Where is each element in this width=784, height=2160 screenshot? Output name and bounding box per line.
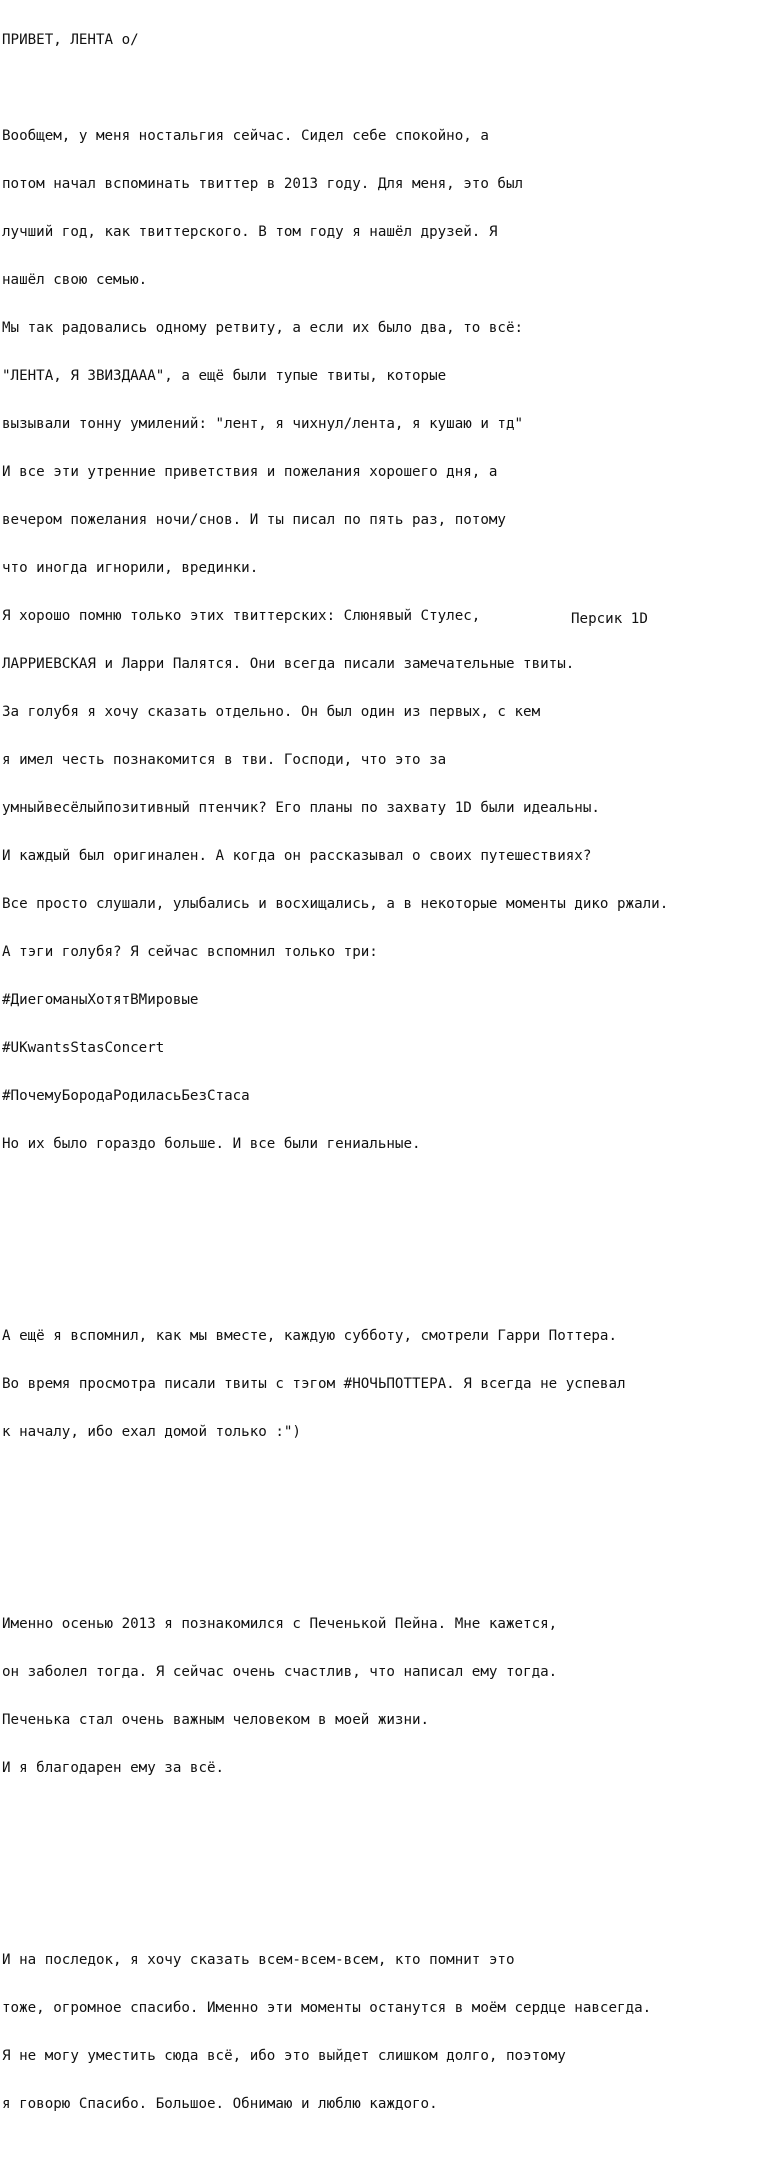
paragraph-gap [2,1856,782,1872]
text-line: За голубя я хочу сказать отдельно. Он был один из первых, с кем [2,704,541,720]
text-line: "ЛЕНТА, Я ЗВИЗДААА", а ещё были тупые твиты, которые [2,368,447,384]
text-line: И на последок, я хочу сказать всем-всем-всем, кто помнит это [2,1952,515,1968]
paragraph-1 [2,96,782,1184]
text-line: я говорю Спасибо. Большое. Обнимаю и люблю каждого. [2,2096,438,2112]
text-line: Я хорошо помню только этих твиттерских: Слюнявый Стулес, [2,608,481,624]
text-line: Все просто слушали, улыбались и восхищались, а в некоторые моменты дико ржали. [2,896,669,912]
text-line: я имел честь познакомится в тви. Господи, что это за [2,752,447,768]
text-line: Печенька стал очень важным человеком в моей жизни. [2,1712,430,1728]
paragraph-4 [2,1920,782,2144]
paragraph-3 [2,1584,782,1808]
paragraph-gap [2,1520,782,1536]
text-line: Я не могу уместить сюда всё, ибо это выйдет слишком долго, поэтому [2,2048,566,2064]
letter-body [2,0,782,2160]
text-line: лучший год, как твиттерского. В том году я нашёл друзей. Я [2,224,498,240]
text-line: А ещё я вспомнил, как мы вместе, каждую субботу, смотрели Гарри Поттера. [2,1328,617,1344]
text-line: потом начал вспоминать твиттер в 2013 году. Для меня, это был [2,176,524,192]
text-line: А тэги голубя? Я сейчас вспомнил только три: [2,944,378,960]
paragraph-2 [2,1296,782,1472]
hashtag-line: #ДиегоманыХотятВМировые [2,992,199,1008]
paragraph-gap [2,1232,782,1248]
greeting-line: ПРИВЕТ, ЛЕНТА о/ [2,32,139,48]
signature: Персик 1D [571,611,648,627]
text-line: что иногда игнорили, врединки. [2,560,259,576]
text-line: он заболел тогда. Я сейчас очень счастлив, что написал ему тогда. [2,1664,558,1680]
text-line: И я благодарен ему за всё. [2,1760,225,1776]
text-line: ЛАРРИЕВСКАЯ и Ларри Палятся. Они всегда писали замечательные твиты. [2,656,575,672]
text-line: И каждый был оригинален. А когда он рассказывал о своих путешествиях? [2,848,592,864]
text-line: вечером пожелания ночи/снов. И ты писал по пять раз, потому [2,512,506,528]
text-line: И все эти утренние приветствия и пожелания хорошего дня, а [2,464,498,480]
text-line: умныйвесёлыйпозитивный птенчик? Его планы по захвату 1D были идеальны. [2,800,600,816]
text-line: Мы так радовались одному ретвиту, а если их было два, то всё: [2,320,524,336]
text-line: вызывали тонну умилений: "лент, я чихнул/лента, я кушаю и тд" [2,416,524,432]
hashtag-line: #ПочемуБородаРодиласьБезСтаса [2,1088,250,1104]
text-line: тоже, огромное спасибо. Именно эти моменты останутся в моём сердце навсегда. [2,2000,652,2016]
text-line: Во время просмотра писали твиты с тэгом #НОЧЬПОТТЕРА. Я всегда не успевал [2,1376,626,1392]
text-line: Но их было гораздо больше. И все были гениальные. [2,1136,421,1152]
text-line: Именно осенью 2013 я познакомился с Печенькой Пейна. Мне кажется, [2,1616,558,1632]
text-line: Вообщем, у меня ностальгия сейчас. Сидел себе спокойно, а [2,128,489,144]
text-line: нашёл свою семью. [2,272,148,288]
text-line: к началу, ибо ехал домой только :") [2,1424,301,1440]
hashtag-line: #UKwantsStasConcert [2,1040,165,1056]
